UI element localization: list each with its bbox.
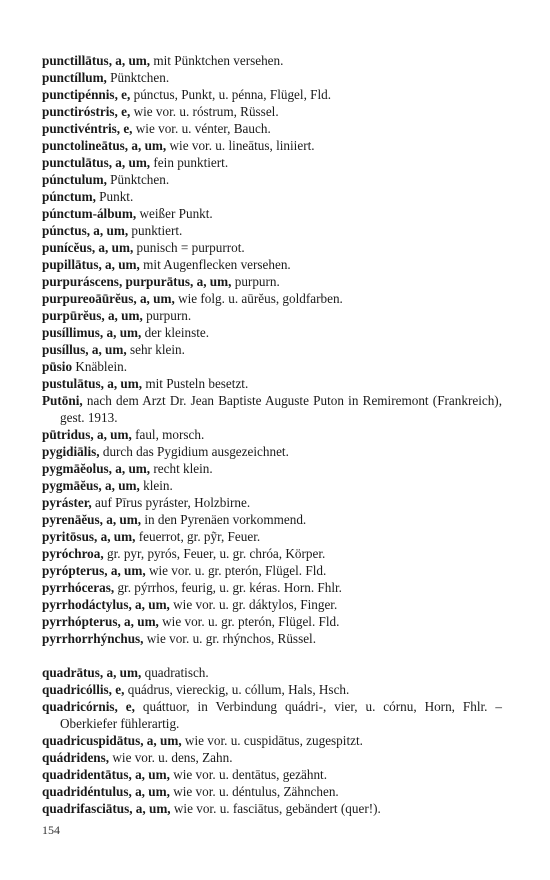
entries-section-p (42, 52, 502, 647)
dictionary-entry (42, 239, 502, 256)
entry-headword: pyrrhóceras, (42, 580, 115, 595)
entry-headword: punctillātus, a, um, (42, 53, 151, 68)
dictionary-entry (42, 630, 502, 647)
entry-headword: pupillātus, a, um, (42, 257, 140, 272)
entry-definition: Punkt. (95, 189, 134, 204)
dictionary-entry (42, 477, 502, 494)
section-gap (42, 647, 502, 664)
entry-headword: pygmāĕolus, a, um, (42, 461, 151, 476)
dictionary-entry (42, 69, 502, 86)
dictionary-entry (42, 749, 502, 766)
entry-headword: quadrifasciātus, a, um, (42, 801, 171, 816)
entry-definition: feuerrot, gr. pỹr, Feuer. (135, 529, 261, 544)
entry-definition: wie vor. u. dens, Zahn. (109, 750, 233, 765)
entry-headword: pūsio (42, 359, 73, 374)
entry-headword: pūtridus, a, um, (42, 427, 132, 442)
dictionary-entry (42, 528, 502, 545)
entry-definition: wie vor. u. gr. pterón, Flügel. Fld. (145, 563, 327, 578)
entry-definition: nach dem Arzt Dr. Jean Baptiste Auguste Puton in Remiremont (Frankreich), gest. 1913. (60, 393, 502, 425)
entry-headword: pyrópterus, a, um, (42, 563, 146, 578)
entry-headword: quadricuspidātus, a, um, (42, 733, 182, 748)
entry-definition: wie vor. u. gr. rhýnchos, Rüssel. (143, 631, 317, 646)
entry-headword: pyritōsus, a, um, (42, 529, 136, 544)
entry-definition: wie vor. u. gr. dáktylos, Finger. (169, 597, 338, 612)
entry-headword: punctivéntris, e, (42, 121, 133, 136)
entry-headword: quadridéntulus, a, um, (42, 784, 170, 799)
entry-definition: recht klein. (150, 461, 213, 476)
entry-definition: púnctus, Punkt, u. pénna, Flügel, Fld. (130, 87, 332, 102)
entry-headword: pygmāĕus, a, um, (42, 478, 140, 493)
entry-definition: mit Pusteln besetzt. (142, 376, 249, 391)
dictionary-entry (42, 460, 502, 477)
entry-definition: punisch = purpurrot. (133, 240, 245, 255)
entry-definition: mit Pünktchen versehen. (150, 53, 284, 68)
entry-headword: púnctus, a, um, (42, 223, 129, 238)
dictionary-entry (42, 664, 502, 681)
entry-definition: punktiert. (128, 223, 183, 238)
entry-headword: punícĕus, a, um, (42, 240, 134, 255)
entry-headword: Putōni, (42, 393, 83, 408)
dictionary-entry (42, 137, 502, 154)
entry-definition: quádrus, viereckig, u. cóllum, Hals, Hsch. (124, 682, 350, 697)
entry-definition: mit Augenflecken versehen. (139, 257, 291, 272)
dictionary-entry (42, 290, 502, 307)
dictionary-entry (42, 579, 502, 596)
entry-definition: purpurn. (142, 308, 192, 323)
dictionary-entry (42, 205, 502, 222)
dictionary-entry (42, 256, 502, 273)
entry-headword: quadricórnis, e, (42, 699, 135, 714)
entry-headword: pyráster, (42, 495, 92, 510)
entry-definition: faul, morsch. (131, 427, 205, 442)
dictionary-entry (42, 562, 502, 579)
dictionary-entry (42, 222, 502, 239)
entry-headword: pyrrhópterus, a, um, (42, 614, 159, 629)
dictionary-entry (42, 341, 502, 358)
entry-headword: púnctum, (42, 189, 96, 204)
dictionary-entry (42, 86, 502, 103)
entry-headword: purpūrĕus, a, um, (42, 308, 143, 323)
dictionary-entry (42, 800, 502, 817)
entry-headword: pygidiālis, (42, 444, 100, 459)
entry-definition: wie vor. u. lineātus, liniiert. (166, 138, 315, 153)
dictionary-entry (42, 358, 502, 375)
entry-definition: klein. (139, 478, 173, 493)
dictionary-entry (42, 324, 502, 341)
entry-headword: púnctulum, (42, 172, 107, 187)
dictionary-entry (42, 766, 502, 783)
entry-headword: punctíllum, (42, 70, 107, 85)
entry-headword: pyrrhodáctylus, a, um, (42, 597, 170, 612)
entry-definition: Pünktchen. (106, 70, 170, 85)
entry-definition: wie vor. u. déntulus, Zähnchen. (169, 784, 339, 799)
entry-definition: weißer Punkt. (136, 206, 213, 221)
entry-definition: wie vor. u. róstrum, Rüssel. (130, 104, 279, 119)
entry-headword: punctiróstris, e, (42, 104, 131, 119)
page-number: 154 (42, 823, 60, 837)
entry-headword: punctipénnis, e, (42, 87, 131, 102)
entry-definition: wie vor. u. dentātus, gezähnt. (169, 767, 328, 782)
entry-headword: pusíllimus, a, um, (42, 325, 142, 340)
entry-definition: wie vor. u. cuspidātus, zugespitzt. (181, 733, 363, 748)
entry-headword: pyróchroa, (42, 546, 104, 561)
dictionary-entry (42, 188, 502, 205)
entry-headword: quádridens, (42, 750, 110, 765)
entry-definition: wie folg. u. aūrĕus, goldfarben. (174, 291, 343, 306)
dictionary-entry (42, 443, 502, 460)
entry-headword: punctulātus, a, um, (42, 155, 151, 170)
entry-headword: quadridentātus, a, um, (42, 767, 170, 782)
entry-definition: auf Pīrus pyráster, Holzbirne. (91, 495, 251, 510)
dictionary-entry (42, 103, 502, 120)
entry-headword: pyrenāĕus, a, um, (42, 512, 142, 527)
dictionary-entry (42, 596, 502, 613)
entries-section-q (42, 664, 502, 817)
entry-definition: fein punktiert. (150, 155, 229, 170)
entry-definition: der kleinste. (141, 325, 210, 340)
dictionary-entry (42, 698, 502, 732)
dictionary-entry (42, 613, 502, 630)
entry-definition: Pünktchen. (106, 172, 170, 187)
entry-definition: durch das Pygidium ausgezeichnet. (99, 444, 289, 459)
dictionary-entry (42, 273, 502, 290)
entry-headword: quadricóllis, e, (42, 682, 125, 697)
dictionary-entry (42, 154, 502, 171)
entry-definition: sehr klein. (126, 342, 185, 357)
dictionary-entry (42, 494, 502, 511)
entry-headword: pusíllus, a, um, (42, 342, 127, 357)
entry-definition: in den Pyrenäen vorkommend. (141, 512, 307, 527)
dictionary-entry (42, 426, 502, 443)
dictionary-entry (42, 783, 502, 800)
dictionary-page (42, 52, 502, 817)
dictionary-entry (42, 120, 502, 137)
entry-definition: gr. pýrrhos, feurig, u. gr. kéras. Horn. Fhlr. (114, 580, 342, 595)
dictionary-entry (42, 392, 502, 426)
dictionary-entry (42, 307, 502, 324)
entry-definition: wie vor. u. vénter, Bauch. (132, 121, 271, 136)
dictionary-entry (42, 511, 502, 528)
entry-headword: quadrātus, a, um, (42, 665, 142, 680)
dictionary-entry (42, 171, 502, 188)
entry-headword: purpuráscens, purpurātus, a, um, (42, 274, 232, 289)
dictionary-entry (42, 681, 502, 698)
entry-definition: wie vor. u. fasciātus, gebändert (quer!). (170, 801, 381, 816)
entry-headword: pyrrhorrhýnchus, (42, 631, 144, 646)
entry-definition: wie vor. u. gr. pterón, Flügel. Fld. (158, 614, 340, 629)
entry-headword: punctolineātus, a, um, (42, 138, 167, 153)
dictionary-entry (42, 732, 502, 749)
entry-headword: púnctum-álbum, (42, 206, 137, 221)
entry-definition: quáttuor, in Verbindung quádri-, vier, u. córnu, Horn, Fhlr. – Oberkiefer fühlerartig. (60, 699, 502, 731)
dictionary-entry (42, 545, 502, 562)
dictionary-entry (42, 52, 502, 69)
entry-definition: Knäblein. (72, 359, 127, 374)
entry-definition: quadratisch. (141, 665, 209, 680)
dictionary-entry (42, 375, 502, 392)
entry-headword: purpureoāūrĕus, a, um, (42, 291, 175, 306)
entry-definition: gr. pyr, pyrós, Feuer, u. gr. chróa, Körper. (103, 546, 326, 561)
entry-definition: purpurn. (231, 274, 280, 289)
entry-headword: pustulātus, a, um, (42, 376, 143, 391)
